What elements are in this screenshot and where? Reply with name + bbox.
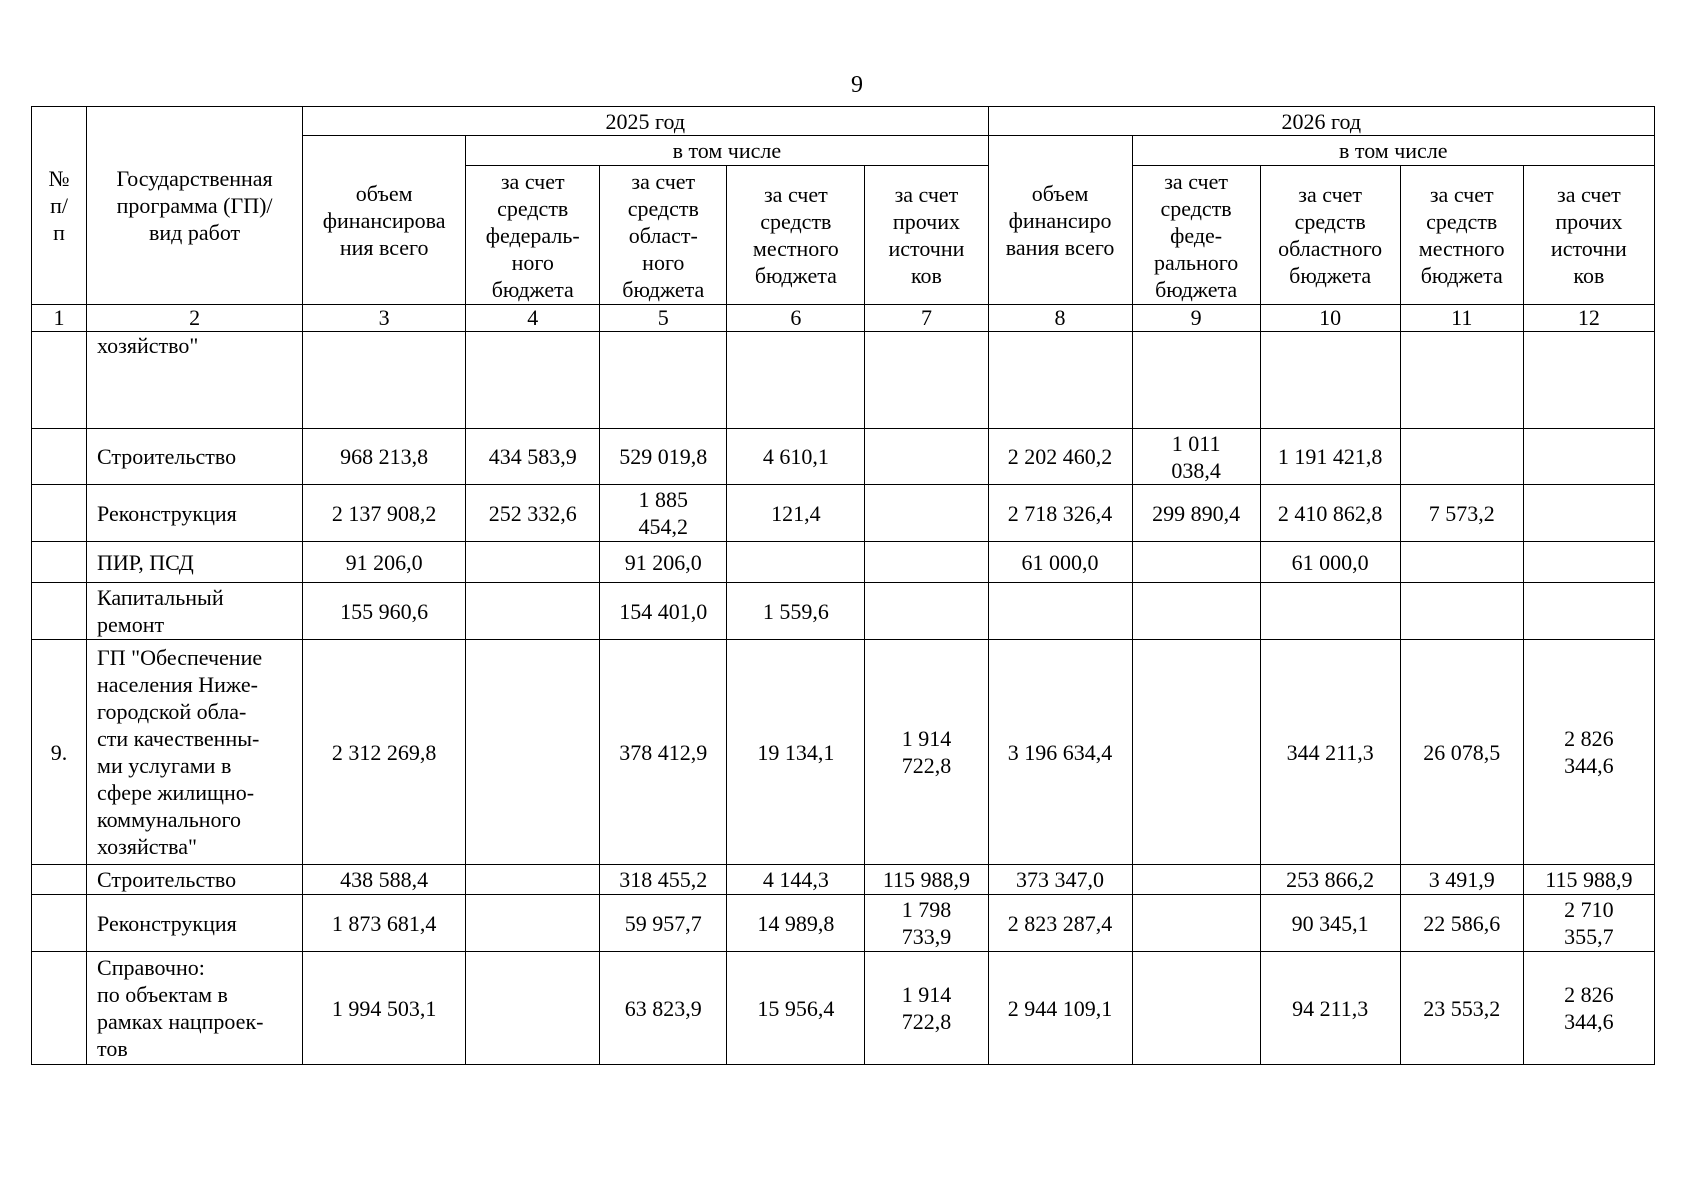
- value-cell: 23 553,2: [1400, 952, 1523, 1065]
- value-cell: [1523, 332, 1654, 429]
- value-cell: [865, 332, 988, 429]
- header-2026-regional: за счет средств областного бюджета: [1260, 166, 1400, 305]
- header-num: № п/ п: [32, 107, 87, 305]
- table-row: [32, 429, 1655, 485]
- column-number: 2: [87, 305, 303, 332]
- table-body: [32, 332, 1655, 1065]
- row-name: ГП "Обеспечение населения Ниже- городской обла- сти качественны- ми услугами в сфере жилищно- коммунального хозяйства": [87, 640, 303, 865]
- value-cell: 299 890,4: [1132, 485, 1260, 542]
- value-cell: 252 332,6: [466, 485, 600, 542]
- column-number: 4: [466, 305, 600, 332]
- row-name: ПИР, ПСД: [87, 542, 303, 583]
- value-cell: 2 312 269,8: [303, 640, 466, 865]
- value-cell: 2 710 355,7: [1523, 895, 1654, 952]
- value-cell: 2 826 344,6: [1523, 640, 1654, 865]
- value-cell: [1400, 332, 1523, 429]
- table-row: [32, 895, 1655, 952]
- value-cell: 4 610,1: [727, 429, 865, 485]
- row-number: [32, 895, 87, 952]
- row-number: 9.: [32, 640, 87, 865]
- value-cell: 91 206,0: [600, 542, 727, 583]
- value-cell: 7 573,2: [1400, 485, 1523, 542]
- value-cell: [865, 542, 988, 583]
- column-numbers-row: [32, 305, 1655, 332]
- table-row: [32, 583, 1655, 640]
- value-cell: 253 866,2: [1260, 865, 1400, 895]
- value-cell: 26 078,5: [1400, 640, 1523, 865]
- column-number: 9: [1132, 305, 1260, 332]
- value-cell: 1 914 722,8: [865, 640, 988, 865]
- value-cell: 434 583,9: [466, 429, 600, 485]
- value-cell: 14 989,8: [727, 895, 865, 952]
- value-cell: [466, 583, 600, 640]
- budget-table: [31, 106, 1655, 1065]
- value-cell: 3 491,9: [1400, 865, 1523, 895]
- value-cell: 1 191 421,8: [1260, 429, 1400, 485]
- value-cell: [988, 583, 1132, 640]
- value-cell: [1132, 952, 1260, 1065]
- value-cell: 3 196 634,4: [988, 640, 1132, 865]
- value-cell: 15 956,4: [727, 952, 865, 1065]
- row-name: Строительство: [87, 429, 303, 485]
- header-2026-total: объем финансиро вания всего: [988, 136, 1132, 305]
- value-cell: 63 823,9: [600, 952, 727, 1065]
- header-2025-local: за счет средств местного бюджета: [727, 166, 865, 305]
- header-2025-regional: за счет средств област- ного бюджета: [600, 166, 727, 305]
- value-cell: 4 144,3: [727, 865, 865, 895]
- value-cell: 2 718 326,4: [988, 485, 1132, 542]
- value-cell: 1 885 454,2: [600, 485, 727, 542]
- header-2025-federal: за счет средств федераль- ного бюджета: [466, 166, 600, 305]
- column-number: 11: [1400, 305, 1523, 332]
- column-number: 5: [600, 305, 727, 332]
- row-number: [32, 332, 87, 429]
- value-cell: [865, 485, 988, 542]
- value-cell: 438 588,4: [303, 865, 466, 895]
- row-name: хозяйство": [87, 332, 303, 429]
- header-2025-total: объем финансирова ния всего: [303, 136, 466, 305]
- column-number: 12: [1523, 305, 1654, 332]
- row-name: Реконструкция: [87, 895, 303, 952]
- value-cell: 61 000,0: [1260, 542, 1400, 583]
- header-2025-other: за счет прочих источни ков: [865, 166, 988, 305]
- value-cell: [1132, 895, 1260, 952]
- value-cell: 154 401,0: [600, 583, 727, 640]
- header-2026-including: в том числе: [1132, 136, 1654, 166]
- value-cell: [466, 865, 600, 895]
- row-number: [32, 865, 87, 895]
- row-number: [32, 485, 87, 542]
- value-cell: [466, 332, 600, 429]
- row-name: Капитальный ремонт: [87, 583, 303, 640]
- row-name: Справочно: по объектам в рамках нацпроек- тов: [87, 952, 303, 1065]
- value-cell: [303, 332, 466, 429]
- header-program: Государственная программа (ГП)/ вид работ: [87, 107, 303, 305]
- value-cell: [1132, 640, 1260, 865]
- value-cell: [1523, 429, 1654, 485]
- value-cell: [466, 895, 600, 952]
- value-cell: [466, 952, 600, 1065]
- value-cell: 1 914 722,8: [865, 952, 988, 1065]
- value-cell: [1523, 542, 1654, 583]
- value-cell: 22 586,6: [1400, 895, 1523, 952]
- value-cell: 59 957,7: [600, 895, 727, 952]
- value-cell: [600, 332, 727, 429]
- value-cell: 529 019,8: [600, 429, 727, 485]
- header-2026-other: за счет прочих источни ков: [1523, 166, 1654, 305]
- value-cell: 90 345,1: [1260, 895, 1400, 952]
- column-number: 7: [865, 305, 988, 332]
- value-cell: [727, 542, 865, 583]
- row-name: Реконструкция: [87, 485, 303, 542]
- value-cell: 1 559,6: [727, 583, 865, 640]
- row-name: Строительство: [87, 865, 303, 895]
- value-cell: [1132, 865, 1260, 895]
- value-cell: 155 960,6: [303, 583, 466, 640]
- value-cell: 61 000,0: [988, 542, 1132, 583]
- table-row: [32, 952, 1655, 1065]
- value-cell: 373 347,0: [988, 865, 1132, 895]
- value-cell: [1132, 583, 1260, 640]
- value-cell: 115 988,9: [865, 865, 988, 895]
- value-cell: 968 213,8: [303, 429, 466, 485]
- header-2025-including: в том числе: [466, 136, 988, 166]
- column-number: 8: [988, 305, 1132, 332]
- header-2026-local: за счет средств местного бюджета: [1400, 166, 1523, 305]
- value-cell: [727, 332, 865, 429]
- value-cell: 1 873 681,4: [303, 895, 466, 952]
- row-number: [32, 429, 87, 485]
- value-cell: 378 412,9: [600, 640, 727, 865]
- table-row: [32, 485, 1655, 542]
- value-cell: 1 011 038,4: [1132, 429, 1260, 485]
- value-cell: 91 206,0: [303, 542, 466, 583]
- value-cell: 1 994 503,1: [303, 952, 466, 1065]
- row-number: [32, 542, 87, 583]
- row-number: [32, 583, 87, 640]
- value-cell: 2 823 287,4: [988, 895, 1132, 952]
- header-year-2025: 2025 год: [303, 107, 988, 136]
- header-year-2026: 2026 год: [988, 107, 1654, 136]
- value-cell: 94 211,3: [1260, 952, 1400, 1065]
- value-cell: 121,4: [727, 485, 865, 542]
- value-cell: [1260, 583, 1400, 640]
- value-cell: [988, 332, 1132, 429]
- value-cell: 2 944 109,1: [988, 952, 1132, 1065]
- value-cell: 2 826 344,6: [1523, 952, 1654, 1065]
- value-cell: [1400, 542, 1523, 583]
- value-cell: [466, 640, 600, 865]
- value-cell: 318 455,2: [600, 865, 727, 895]
- column-number: 6: [727, 305, 865, 332]
- value-cell: 344 211,3: [1260, 640, 1400, 865]
- row-number: [32, 952, 87, 1065]
- page-number: 9: [851, 72, 863, 98]
- table-row: [32, 542, 1655, 583]
- column-number: 1: [32, 305, 87, 332]
- table-row: [32, 332, 1655, 429]
- column-number: 10: [1260, 305, 1400, 332]
- header-2026-federal: за счет средств феде- рального бюджета: [1132, 166, 1260, 305]
- value-cell: [1260, 332, 1400, 429]
- value-cell: [1400, 429, 1523, 485]
- value-cell: [865, 429, 988, 485]
- value-cell: [1523, 583, 1654, 640]
- table-row: [32, 640, 1655, 865]
- column-number: 3: [303, 305, 466, 332]
- value-cell: [865, 583, 988, 640]
- value-cell: [1132, 542, 1260, 583]
- value-cell: [1400, 583, 1523, 640]
- value-cell: 2 202 460,2: [988, 429, 1132, 485]
- value-cell: 2 410 862,8: [1260, 485, 1400, 542]
- value-cell: 19 134,1: [727, 640, 865, 865]
- value-cell: 115 988,9: [1523, 865, 1654, 895]
- value-cell: 2 137 908,2: [303, 485, 466, 542]
- value-cell: [466, 542, 600, 583]
- value-cell: [1523, 485, 1654, 542]
- value-cell: 1 798 733,9: [865, 895, 988, 952]
- value-cell: [1132, 332, 1260, 429]
- table-row: [32, 865, 1655, 895]
